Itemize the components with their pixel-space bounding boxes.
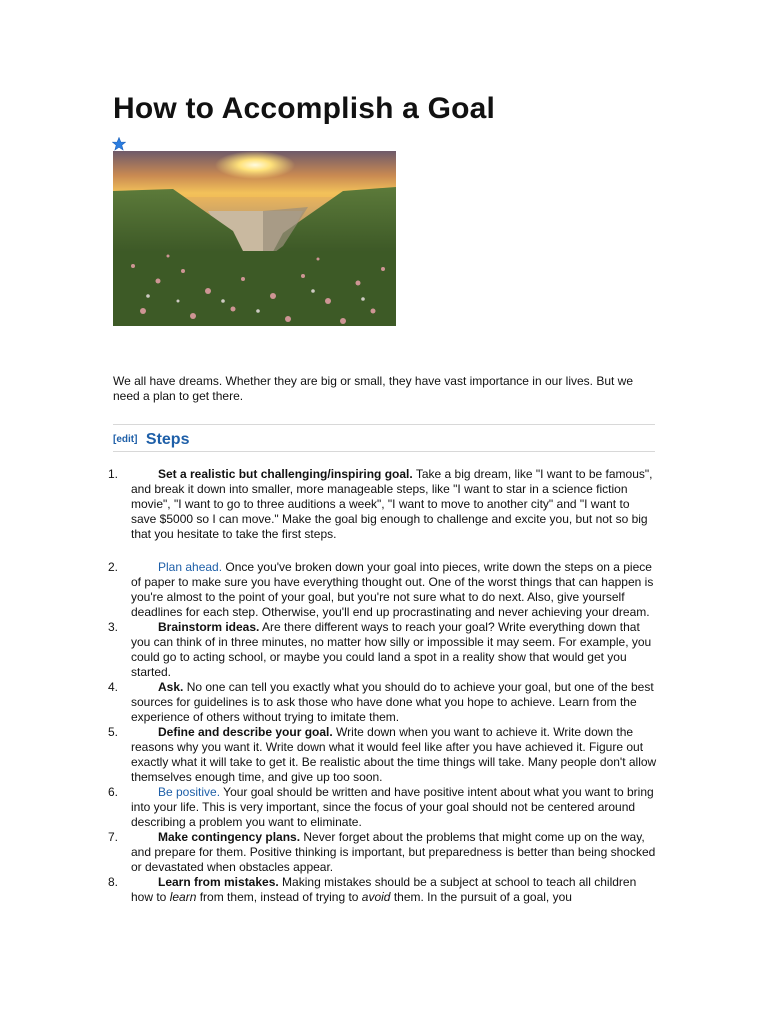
- step-text: Once you've broken down your goal into pieces, write down the steps on a piece of paper to make sure you have everything thought out. One of the worst things that can happen is you're almost to the point of your goal, but you're not sure what to do next. Also, give yourself deadlines for each step. Otherwise, you'll end up procrastinating and never achieving your dream.: [131, 560, 654, 619]
- step-title: Learn from mistakes.: [158, 875, 279, 889]
- step-text: No one can tell you exactly what you should do to achieve your goal, but one of the best sources for guidelines is to ask those who have done what you hope to achieve. Learn from the experience of others without trying to imitate them.: [131, 680, 654, 724]
- step-item: [108, 620, 658, 680]
- star-icon[interactable]: [112, 137, 126, 151]
- step-title: Define and describe your goal.: [158, 725, 333, 739]
- step-text: Take a big dream, like "I want to be famous", and break it down into smaller, more manageable steps, like "I want to star in a science fiction movie", "I want to go to three auditions a week", "I want to move to another city" and "I want to save $5000 so I can move." Make the goal big enough to challenge and excite you, but not so big that you hesitate to take the first steps.: [131, 467, 653, 541]
- step-item: [108, 785, 658, 830]
- section-divider-bottom: [113, 451, 655, 452]
- step-text: Making mistakes should be a subject at school to teach all children how to: [131, 875, 637, 904]
- step-title-link[interactable]: Be positive.: [158, 785, 221, 799]
- step-title: Make contingency plans.: [158, 830, 301, 844]
- step-title: Set a realistic but challenging/inspiring goal.: [158, 467, 413, 481]
- step-text: Your goal should be written and have positive intent about what you want to bring into your life. This is very important, since the focus of your goal should not be centered around describing a problem you want to eliminate.: [131, 785, 654, 829]
- step-number: 7.: [108, 830, 119, 844]
- sunset-coast-image: [113, 151, 396, 326]
- step-number: 8.: [108, 875, 119, 889]
- step-number: 5.: [108, 725, 119, 739]
- step-item: [108, 830, 658, 875]
- section-divider-top: [113, 424, 655, 425]
- step-title: Ask.: [158, 680, 184, 694]
- edit-link[interactable]: [edit]: [113, 434, 138, 445]
- intro-paragraph: We all have dreams. Whether they are big or small, they have vast importance in our lives. But we need a plan to get there.: [113, 374, 634, 403]
- step-number: 3.: [108, 620, 119, 634]
- step-item: [108, 875, 658, 905]
- step-number: 2.: [108, 560, 119, 574]
- section-title: Steps: [145, 431, 190, 448]
- step-text: them. In the pursuit of a goal, you: [390, 890, 572, 904]
- step-title: Brainstorm ideas.: [158, 620, 260, 634]
- page-title: How to Accomplish a Goal: [113, 92, 496, 125]
- step-item: [108, 725, 658, 785]
- emphasis-learn: learn: [169, 890, 197, 904]
- step-number: 6.: [108, 785, 119, 799]
- step-number: 1.: [108, 467, 119, 481]
- step-item: [108, 680, 658, 725]
- step-item: [108, 560, 658, 620]
- step-text: Never forget about the problems that might come up on the way, and prepare for them. Positive thinking is important, but preparedness is better than being shocked or devastated when obstacles appear.: [131, 830, 656, 874]
- emphasis-avoid: avoid: [361, 890, 391, 904]
- step-number: 4.: [108, 680, 119, 694]
- step-text: Are there different ways to reach your goal? Write everything down that you can think of in three minutes, no matter how silly or impossible it may seem. For example, you could go to acting school, or maybe you could land a spot in a reality show that would get you started.: [131, 620, 652, 679]
- section-header: [113, 431, 189, 449]
- step-item: [108, 467, 658, 542]
- step-text: from them, instead of trying to: [196, 890, 362, 904]
- step-text: Write down when you want to achieve it. Write down the reasons why you want it. Write down what it would feel like after you have achieved it. Figure out exactly what it will take to get it. Be realistic about the time things will take. Many people don't allow themselves enough time, and give up too soon.: [131, 725, 657, 784]
- step-title-link[interactable]: Plan ahead.: [158, 560, 223, 574]
- steps-list: [108, 467, 658, 905]
